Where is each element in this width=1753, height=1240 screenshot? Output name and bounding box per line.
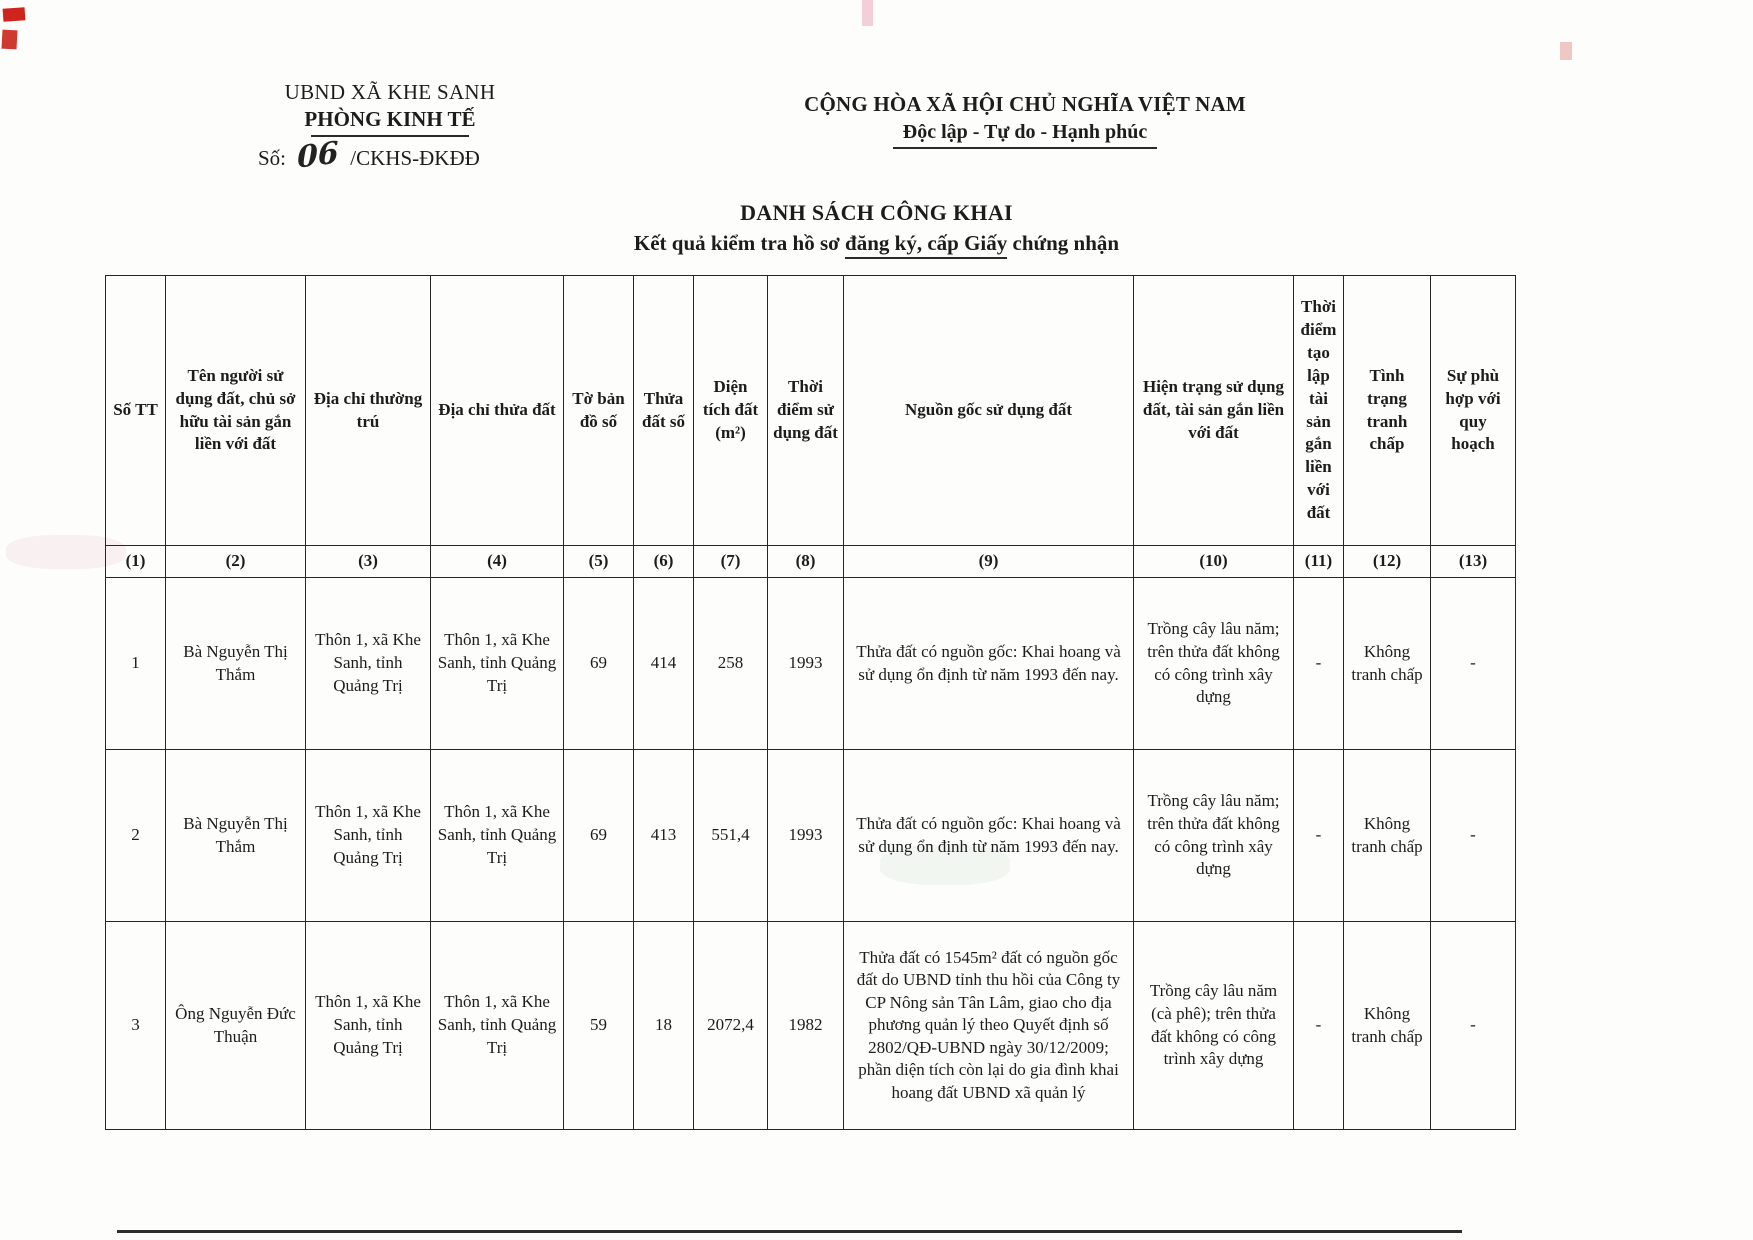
col-header-use-start-time: Thời điểm sử dụng đất [768, 276, 844, 546]
col-number: (12) [1344, 546, 1431, 578]
cell-current-use: Trồng cây lâu năm; trên thửa đất không có công trình xây dựng [1134, 750, 1294, 922]
cell-parcel-address: Thôn 1, xã Khe Sanh, tỉnh Quảng Trị [431, 578, 564, 750]
col-number: (10) [1134, 546, 1294, 578]
next-row-cutoff-line [117, 1230, 1462, 1233]
col-header-stt: Số TT [106, 276, 166, 546]
cell-land-user-name: Bà Nguyễn Thị Thắm [166, 750, 306, 922]
col-number: (11) [1294, 546, 1344, 578]
cell-parcel-number: 414 [634, 578, 694, 750]
col-header-land-user-name: Tên người sử dụng đất, chủ sở hữu tài sản gắn liền với đất [166, 276, 306, 546]
cell-map-sheet: 69 [564, 578, 634, 750]
cell-land-user-name: Ông Nguyễn Đức Thuận [166, 922, 306, 1130]
country-title: CỘNG HÒA XÃ HỘI CHỦ NGHĨA VIỆT NAM [804, 92, 1246, 116]
agency-unit-name: PHÒNG KINH TẾ [304, 107, 476, 131]
document-title: DANH SÁCH CÔNG KHAI [740, 200, 1013, 225]
document-number-line [258, 135, 480, 176]
column-number-row [106, 546, 1516, 578]
header-row [106, 276, 1516, 546]
cell-area: 551,4 [694, 750, 768, 922]
cell-land-origin: Thửa đất có nguồn gốc: Khai hoang và sử dụng ổn định từ năm 1993 đến nay. [844, 750, 1134, 922]
cell-stt: 1 [106, 578, 166, 750]
subtitle-post: chứng nhận [1007, 231, 1120, 255]
col-number: (8) [768, 546, 844, 578]
col-header-planning-conformity: Sự phù hợp với quy hoạch [1431, 276, 1516, 546]
col-number: (13) [1431, 546, 1516, 578]
document-number-suffix: /CKHS-ĐKĐĐ [350, 146, 480, 170]
national-motto: Độc lập - Tự do - Hạnh phúc [893, 121, 1157, 149]
cell-stt: 3 [106, 922, 166, 1130]
col-header-area: Diện tích đất (m²) [694, 276, 768, 546]
cell-parcel-address: Thôn 1, xã Khe Sanh, tỉnh Quảng Trị [431, 922, 564, 1130]
cell-use-start-time: 1993 [768, 750, 844, 922]
cell-residence-address: Thôn 1, xã Khe Sanh, tỉnh Quảng Trị [306, 578, 431, 750]
cell-parcel-address: Thôn 1, xã Khe Sanh, tỉnh Quảng Trị [431, 750, 564, 922]
subtitle-underlined: đăng ký, cấp Giấy [845, 231, 1007, 259]
cell-parcel-number: 413 [634, 750, 694, 922]
cell-land-origin: Thửa đất có 1545m² đất có nguồn gốc đất do UBND tỉnh thu hồi của Công ty CP Nông sản Tân Lâm, giao cho địa phương quản lý theo Quyết định số 2802/QĐ-UBND ngày 30/12/2009; phần diện tích còn lại do gia đình khai hoang đất UBND xã quản lý [844, 922, 1134, 1130]
col-number: (2) [166, 546, 306, 578]
document-number-handwritten: 06 [297, 135, 340, 176]
col-header-map-sheet: Tờ bản đồ số [564, 276, 634, 546]
cell-planning-conformity: - [1431, 578, 1516, 750]
cell-map-sheet: 59 [564, 922, 634, 1130]
agency-parent-name: UBND XÃ KHE SANH [284, 80, 496, 104]
national-header-block [760, 92, 1290, 149]
col-number: (1) [106, 546, 166, 578]
cell-residence-address: Thôn 1, xã Khe Sanh, tỉnh Quảng Trị [306, 922, 431, 1130]
table-row [106, 922, 1516, 1130]
cell-asset-creation-time: - [1294, 578, 1344, 750]
cell-land-user-name: Bà Nguyễn Thị Thắm [166, 578, 306, 750]
cell-dispute-status: Không tranh chấp [1344, 750, 1431, 922]
cell-planning-conformity: - [1431, 922, 1516, 1130]
cell-dispute-status: Không tranh chấp [1344, 922, 1431, 1130]
cell-use-start-time: 1993 [768, 578, 844, 750]
scan-artifact-red-mark [3, 7, 26, 22]
col-number: (4) [431, 546, 564, 578]
cell-parcel-number: 18 [634, 922, 694, 1130]
document-subtitle [0, 231, 1753, 256]
cell-asset-creation-time: - [1294, 922, 1344, 1130]
col-number: (9) [844, 546, 1134, 578]
col-header-parcel-number: Thửa đất số [634, 276, 694, 546]
cell-current-use: Trồng cây lâu năm; trên thửa đất không có công trình xây dựng [1134, 578, 1294, 750]
col-header-land-origin: Nguồn gốc sử dụng đất [844, 276, 1134, 546]
col-header-dispute-status: Tình trạng tranh chấp [1344, 276, 1431, 546]
col-header-residence-address: Địa chỉ thường trú [306, 276, 431, 546]
col-number: (6) [634, 546, 694, 578]
col-number: (3) [306, 546, 431, 578]
cell-map-sheet: 69 [564, 750, 634, 922]
table-row [106, 578, 1516, 750]
col-number: (5) [564, 546, 634, 578]
scan-artifact-red-mark [2, 30, 18, 50]
col-header-parcel-address: Địa chỉ thửa đất [431, 276, 564, 546]
document-number-prefix: Số: [258, 146, 287, 170]
cell-asset-creation-time: - [1294, 750, 1344, 922]
table-row [106, 750, 1516, 922]
col-number: (7) [694, 546, 768, 578]
scan-artifact-red-mark [1560, 42, 1572, 60]
cell-planning-conformity: - [1431, 750, 1516, 922]
cell-residence-address: Thôn 1, xã Khe Sanh, tỉnh Quảng Trị [306, 750, 431, 922]
cell-stt: 2 [106, 750, 166, 922]
cell-area: 2072,4 [694, 922, 768, 1130]
cell-area: 258 [694, 578, 768, 750]
cell-dispute-status: Không tranh chấp [1344, 578, 1431, 750]
col-header-current-use: Hiện trạng sử dụng đất, tài sản gắn liền với đất [1134, 276, 1294, 546]
issuing-agency-block [240, 80, 540, 137]
cell-current-use: Trồng cây lâu năm (cà phê); trên thửa đất không có công trình xây dựng [1134, 922, 1294, 1130]
cell-land-origin: Thửa đất có nguồn gốc: Khai hoang và sử dụng ổn định từ năm 1993 đến nay. [844, 578, 1134, 750]
scan-artifact-pink-strip [862, 0, 873, 26]
subtitle-pre: Kết quả kiểm tra hồ sơ [633, 231, 846, 255]
cell-use-start-time: 1982 [768, 922, 844, 1130]
col-header-asset-creation-time: Thời điểm tạo lập tài sản gắn liền với đất [1294, 276, 1344, 546]
public-list-table [105, 275, 1516, 1130]
